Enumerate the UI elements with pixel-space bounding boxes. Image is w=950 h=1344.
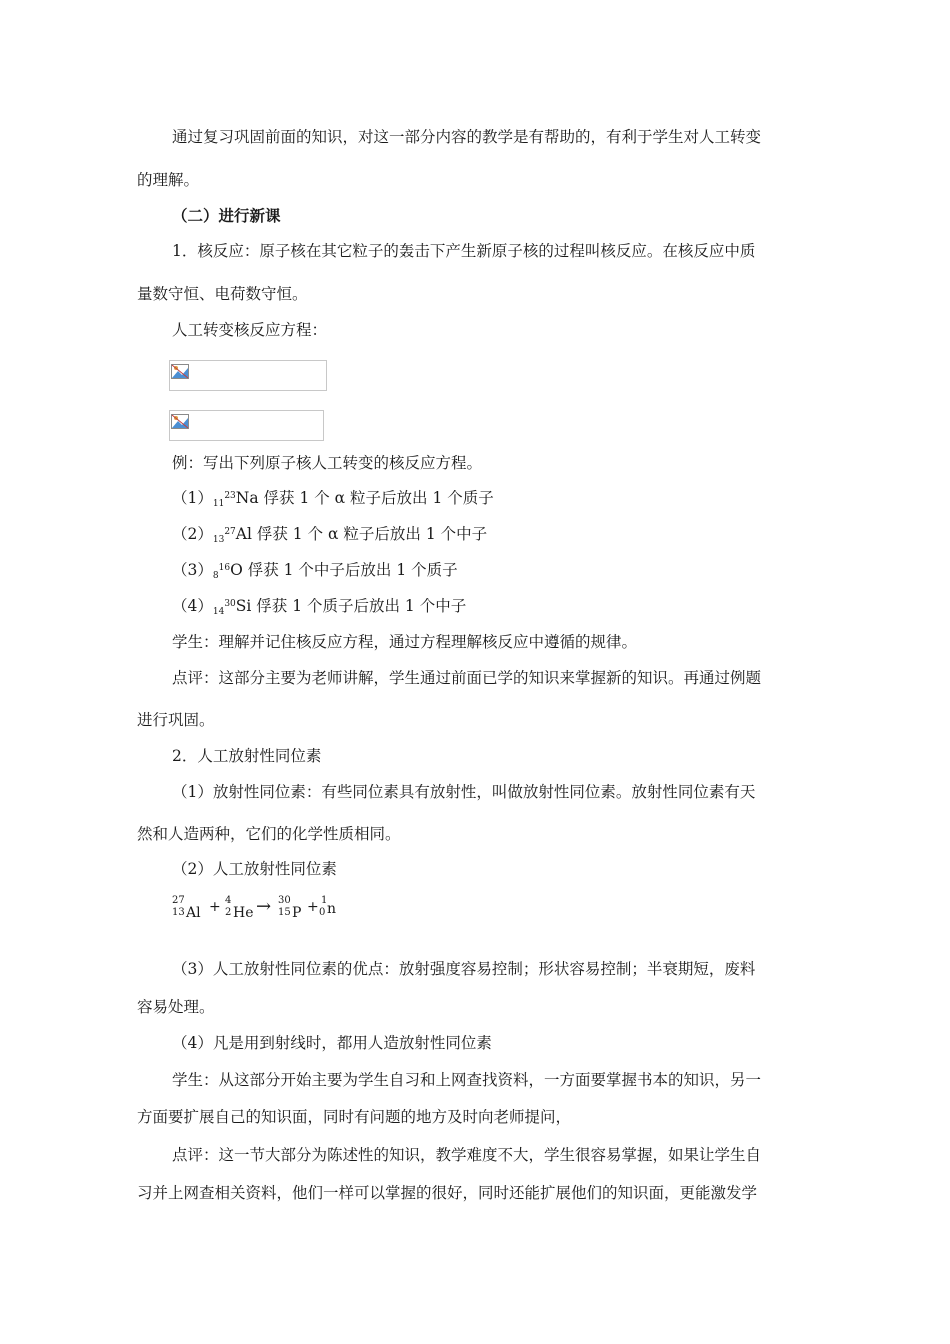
paragraph-line: （2）人工放射性同位素	[172, 860, 337, 878]
example-item	[172, 488, 494, 511]
al-charge-number: 13	[172, 907, 185, 918]
atomic-number: 11	[212, 499, 225, 509]
paragraph-line: 点评：这一节大部分为陈述性的知识，教学难度不大，学生很容易掌握，如果让学生自	[172, 1146, 762, 1164]
reaction-arrow: →	[256, 896, 272, 917]
paragraph-line: （1）放射性同位素：有些同位素具有放射性，叫做放射性同位素。放射性同位素有天	[172, 783, 756, 801]
plus-sign: +	[307, 899, 319, 915]
nuclear-equation	[172, 895, 342, 925]
atomic-number: 14	[212, 607, 225, 617]
paragraph-line: 进行巩固。	[137, 711, 215, 729]
mass-number: 27	[224, 527, 236, 537]
n-mass-number: 1	[321, 895, 328, 906]
section-heading: 2．人工放射性同位素	[172, 747, 322, 765]
paragraph-line: 然和人造两种，它们的化学性质相同。	[137, 825, 401, 843]
item-number: （2）	[172, 525, 213, 543]
section-heading: （二）进行新课	[172, 206, 281, 225]
paragraph-line: 方面要扩展自己的知识面，同时有问题的地方及时向老师提问，	[137, 1108, 572, 1126]
mass-number: 23	[224, 491, 236, 501]
paragraph-line: （3）人工放射性同位素的优点：放射强度容易控制；形状容易控制；半衰期短，废料	[172, 960, 756, 978]
equation-image-placeholder	[169, 360, 327, 391]
atomic-number: 13	[212, 535, 225, 545]
item-text: Al 俘获 1 个 α 粒子后放出 1 个中子	[235, 525, 488, 543]
he-charge-number: 2	[225, 907, 232, 918]
paragraph-line: 习并上网查相关资料，他们一样可以掌握的很好，同时还能扩展他们的知识面，更能激发学	[137, 1184, 758, 1202]
he-symbol: He	[233, 905, 254, 921]
al-symbol: Al	[186, 905, 201, 921]
example-intro: 例：写出下列原子核人工转变的核反应方程。	[172, 454, 483, 472]
plus-sign: +	[209, 899, 221, 915]
n-charge-number: 0	[319, 907, 326, 918]
mass-number: 16	[218, 563, 231, 573]
paragraph-line: 量数守恒、电荷数守恒。	[137, 285, 308, 303]
paragraph-line: 的理解。	[137, 171, 200, 189]
atomic-number: 8	[212, 571, 219, 581]
paragraph-line: 学生：从这部分开始主要为学生自习和上网查找资料，一方面要掌握书本的知识，另一	[172, 1071, 762, 1089]
broken-image-icon	[171, 364, 189, 379]
paragraph-line: 人工转变核反应方程：	[172, 321, 328, 339]
item-text: Na 俘获 1 个 α 粒子后放出 1 个质子	[235, 489, 494, 507]
example-item	[172, 560, 458, 583]
he-mass-number: 4	[225, 895, 232, 906]
mass-number: 30	[224, 599, 236, 609]
item-number: （1）	[172, 489, 213, 507]
n-symbol: n	[327, 901, 337, 917]
paragraph-line: 容易处理。	[137, 998, 215, 1016]
item-text: Si 俘获 1 个质子后放出 1 个中子	[235, 597, 467, 615]
item-text: O 俘获 1 个中子后放出 1 个质子	[230, 561, 458, 579]
example-item	[172, 596, 466, 619]
equation-image-placeholder	[169, 410, 324, 441]
paragraph-line: 通过复习巩固前面的知识，对这一部分内容的教学是有帮助的，有利于学生对人工转变	[172, 128, 762, 146]
p-charge-number: 15	[278, 907, 291, 918]
p-symbol: P	[292, 905, 302, 921]
item-number: （3）	[172, 561, 213, 579]
al-mass-number: 27	[172, 895, 185, 906]
paragraph-line: 1．核反应：原子核在其它粒子的轰击下产生新原子核的过程叫核反应。在核反应中质	[172, 242, 756, 260]
p-mass-number: 30	[278, 895, 291, 906]
broken-image-icon	[171, 414, 189, 429]
paragraph-line: （4）凡是用到射线时，都用人造放射性同位素	[172, 1034, 492, 1052]
paragraph-line: 学生：理解并记住核反应方程，通过方程理解核反应中遵循的规律。	[172, 633, 638, 651]
paragraph-line: 点评：这部分主要为老师讲解，学生通过前面已学的知识来掌握新的知识。再通过例题	[172, 669, 762, 687]
example-item	[172, 524, 487, 547]
item-number: （4）	[172, 597, 213, 615]
